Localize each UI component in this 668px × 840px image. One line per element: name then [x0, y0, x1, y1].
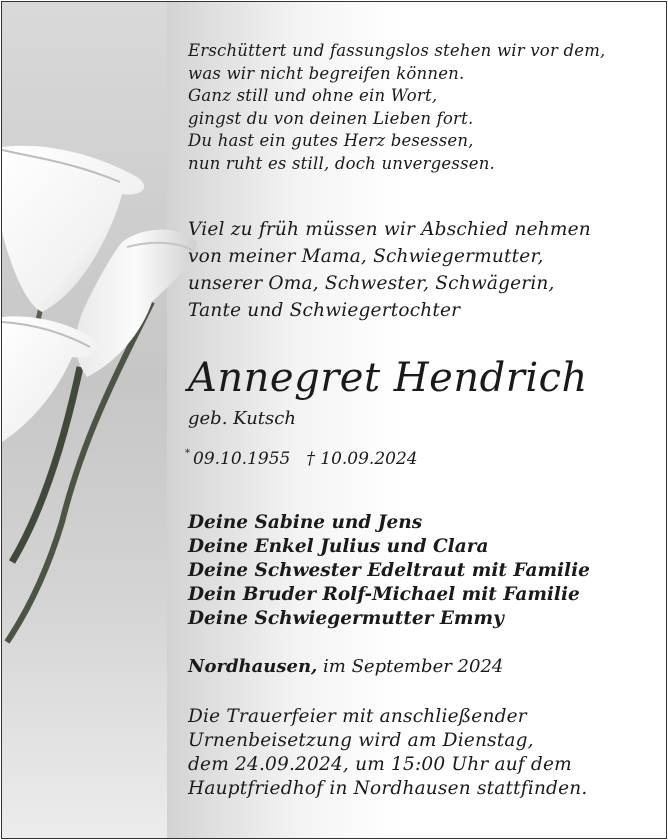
obituary-card	[1, 1, 667, 839]
mourner-line: Deine Enkel Julius und Clara	[188, 536, 489, 557]
poem-line: nun ruht es still, doch unvergessen.	[188, 153, 495, 173]
farewell-intro	[188, 216, 591, 324]
notice-line: Urnenbeisetzung wird am Dienstag,	[188, 730, 534, 751]
poem-line: Ganz still und ohne ein Wort,	[188, 86, 438, 105]
calla-lily-image	[2, 2, 202, 838]
poem-line: was wir nicht begreifen können.	[188, 63, 465, 83]
poem-line: gingst du von deinen Lieben fort.	[188, 108, 474, 128]
poem-line: Erschüttert und fassungslos stehen wir vor dem,	[188, 41, 606, 60]
deceased-name: Annegret Hendrich	[188, 355, 588, 401]
intro-line: Viel zu früh müssen wir Abschied nehmen	[188, 219, 591, 240]
mourner-line: Dein Bruder Rolf-Michael mit Familie	[188, 584, 580, 605]
mourner-line: Deine Sabine und Jens	[188, 512, 423, 533]
notice-line: Die Trauerfeier mit anschließender	[188, 706, 527, 727]
mourners-list	[188, 511, 590, 631]
life-dates	[185, 442, 418, 471]
intro-line: Tante und Schwiegertochter	[188, 300, 461, 321]
notice-line: Hauptfriedhof in Nordhausen stattfinden.	[188, 778, 588, 799]
intro-line: unserer Oma, Schwester, Schwägerin,	[188, 273, 555, 294]
lily-image-panel	[2, 2, 167, 838]
birth-date: 09.10.1955	[193, 449, 291, 469]
poem-line: Du hast ein gutes Herz besessen,	[188, 131, 474, 150]
death-symbol: †	[306, 449, 315, 469]
place-and-date	[188, 655, 503, 679]
mourner-line: Deine Schwester Edeltraut mit Familie	[188, 560, 590, 581]
poem	[188, 40, 606, 175]
intro-line: von meiner Mama, Schwiegermutter,	[188, 246, 544, 267]
birth-name: geb. Kutsch	[188, 408, 296, 429]
death-date: 10.09.2024	[320, 449, 418, 469]
notice-line: dem 24.09.2024, um 15:00 Uhr auf dem	[188, 754, 572, 775]
funeral-notice	[188, 705, 587, 801]
place-date: im September 2024	[317, 656, 504, 677]
place-city: Nordhausen,	[188, 656, 318, 677]
birth-symbol: *	[185, 448, 190, 459]
mourner-line: Deine Schwiegermutter Emmy	[188, 608, 504, 629]
